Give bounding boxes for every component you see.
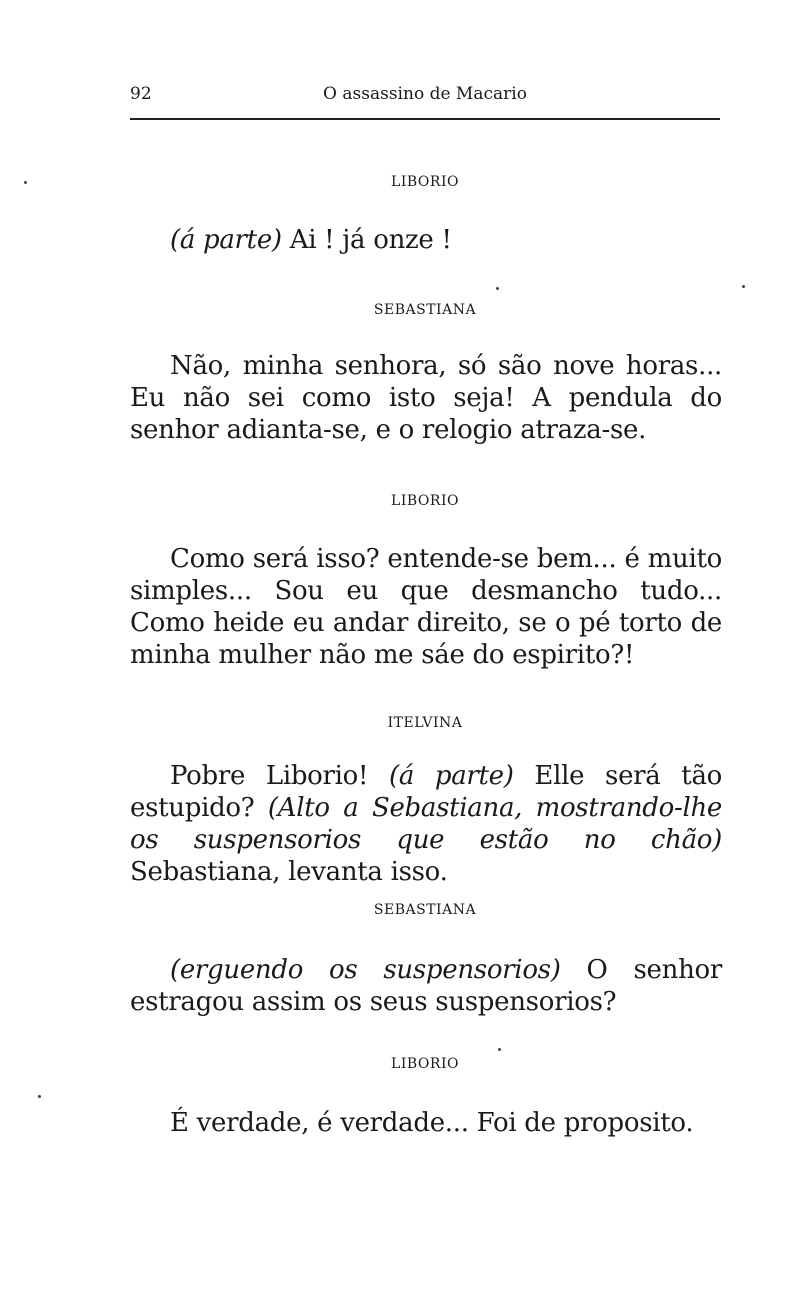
- speech-text: Elle será tão estupido?: [130, 761, 722, 823]
- speech-text: Sebastiana, levanta isso.: [130, 857, 448, 887]
- speech-text: Não, minha senhora, só são nove horas... Eu não sei como isto seja! A pendula do senhor adianta-se, e o relogio atraza-se.: [130, 351, 722, 445]
- speaker-name: SEBASTIANA: [373, 902, 477, 918]
- scan-speck: [24, 181, 27, 184]
- speech-paragraph: [130, 1107, 722, 1139]
- stage-direction: (á parte): [389, 761, 514, 791]
- page-number: 92: [130, 84, 152, 104]
- stage-direction: (erguendo os suspensorios): [170, 955, 561, 985]
- speech-paragraph: [130, 543, 722, 671]
- speech-text: É verdade, é verdade... Foi de proposito.: [170, 1108, 694, 1138]
- page-header: [130, 84, 720, 114]
- stage-direction: (Alto a Sebastiana, mostrando-lhe os suspensorios que estão no chão): [130, 793, 722, 855]
- speech-text: Pobre Liborio!: [170, 761, 389, 791]
- speaker-name: SEBASTIANA: [373, 302, 477, 318]
- stage-direction: (á parte): [170, 225, 282, 255]
- speech-paragraph: [130, 954, 722, 1018]
- speaker-name: ITELVINA: [387, 715, 463, 731]
- speech-text: O senhor estragou assim os seus suspensorios?: [130, 955, 723, 1017]
- speech-text: Ai ! já onze !: [281, 225, 452, 255]
- speech-paragraph: [130, 760, 722, 888]
- scan-speck: [742, 285, 745, 288]
- speech-paragraph: [130, 224, 722, 256]
- running-title: O assassino de Macario: [323, 84, 527, 104]
- speech-paragraph: [130, 350, 722, 446]
- speaker-name: LIBORIO: [391, 174, 459, 190]
- speaker-name: LIBORIO: [391, 493, 459, 509]
- scan-speck: [496, 287, 499, 290]
- speech-text: Como será isso? entende-se bem... é muito simples... Sou eu que desmancho tudo... Como heide eu andar direito, se o pé torto de minha mulher não me sáe do espirito?!: [130, 544, 722, 670]
- scan-speck: [498, 1048, 501, 1051]
- header-rule: [130, 118, 720, 120]
- speaker-name: LIBORIO: [391, 1056, 459, 1072]
- scan-speck: [38, 1095, 41, 1098]
